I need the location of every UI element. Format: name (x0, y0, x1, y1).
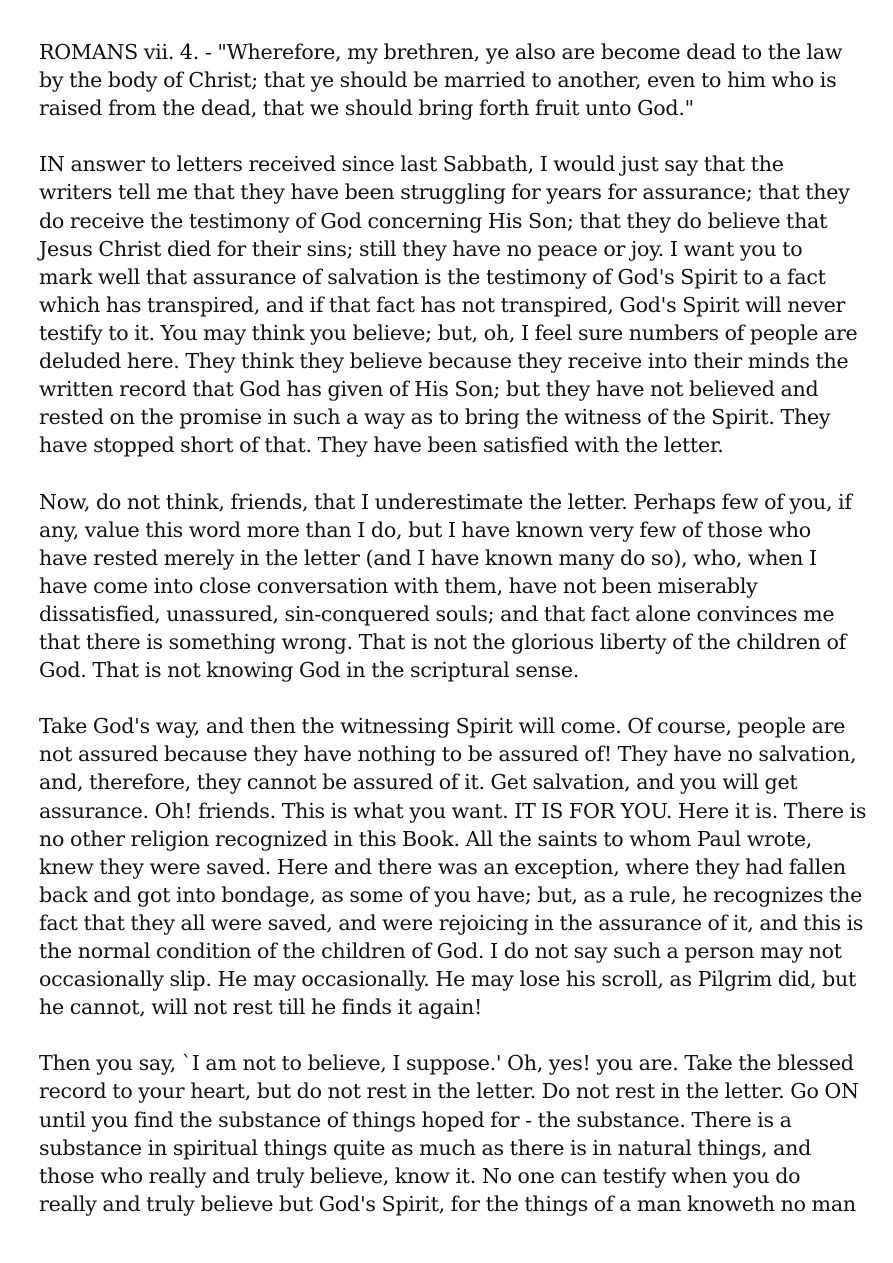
text-line: mark well that assurance of salvation is the testimony of God's Spirit to a fact (39, 264, 826, 289)
document-page (39, 38, 867, 1246)
text-line: do receive the testimony of God concerning His Son; that they do believe that (39, 208, 828, 233)
text-line: not assured because they have nothing to be assured of! They have no salvation, (39, 742, 857, 767)
paragraph-5 (39, 1049, 859, 1218)
text-line: raised from the dead, that we should bring forth fruit unto God." (39, 96, 694, 121)
paragraph-2 (39, 150, 859, 459)
text-line: the normal condition of the children of God. I do not say such a person may not (39, 939, 842, 963)
text-line: Jesus Christ died for their sins; still they have no peace or joy. I want you to (39, 236, 803, 261)
text-line: written record that God has given of His Son; but they have not believed and (39, 377, 819, 402)
text-line: really and truly believe but God's Spirit, for the things of a man knoweth no man (39, 1191, 856, 1216)
paragraph-4 (39, 712, 867, 1021)
text-line: and, therefore, they cannot be assured of it. Get salvation, and you will get (39, 770, 798, 795)
text-line: until you find the substance of things hoped for - the substance. There is a (39, 1107, 792, 1132)
text-line: back and got into bondage, as some of you have; but, as a rule, he recognizes the (39, 882, 863, 907)
text-line: writers tell me that they have been struggling for years for assurance; that they (39, 180, 850, 205)
text-line: IN answer to letters received since last Sabbath, I would just say that the (39, 152, 784, 177)
text-line: rested on the promise in such a way as to bring the witness of the Spirit. They (39, 405, 831, 430)
text-line: record to your heart, but do not rest in the letter. Do not rest in the letter. Go ON (39, 1079, 859, 1104)
text-line: God. That is not knowing God in the scriptural sense. (39, 658, 580, 683)
text-line: occasionally slip. He may occasionally. He may lose his scroll, as Pilgrim did, but (39, 967, 857, 992)
text-line: any, value this word more than I do, but I have known very few of those who (39, 517, 811, 542)
text-line: deluded here. They think they believe because they receive into their minds the (39, 349, 849, 374)
text-line: Take God's way, and then the witnessing Spirit will come. Of course, people are (39, 714, 846, 739)
text-line: that there is something wrong. That is not the glorious liberty of the children of (39, 629, 846, 654)
paragraph-3 (39, 488, 859, 685)
text-line: substance in spiritual things quite as much as there is in natural things, and (39, 1135, 812, 1160)
text-line: Now, do not think, friends, that I underestimate the letter. Perhaps few of you, if (39, 489, 852, 514)
text-line: assurance. Oh! friends. This is what you want. IT IS FOR YOU. Here it is. There is (39, 798, 867, 823)
text-line: fact that they all were saved, and were rejoicing in the assurance of it, and this is (39, 910, 864, 935)
text-line: testify to it. You may think you believe; but, oh, I feel sure numbers of people are (39, 320, 858, 345)
text-line: dissatisfied, unassured, sin-conquered souls; and that fact alone convinces me (39, 601, 835, 626)
text-line: Then you say, `I am not to believe, I suppose.' Oh, yes! you are. Take the blessed (39, 1051, 854, 1076)
text-line: ROMANS vii. 4. - "Wherefore, my brethren, ye also are become dead to the law (39, 40, 843, 64)
text-line: knew they were saved. Here and there was an exception, where they had fallen (39, 854, 846, 879)
text-line: have stopped short of that. They have been satisfied with the letter. (39, 433, 724, 458)
text-line: by the body of Christ; that ye should be married to another, even to him who is (39, 68, 837, 93)
paragraph-1 (39, 38, 859, 122)
text-line: which has transpired, and if that fact has not transpired, God's Spirit will never (39, 292, 846, 317)
text-line: no other religion recognized in this Book. All the saints to whom Paul wrote, (39, 826, 813, 851)
text-line: have come into close conversation with them, have not been miserably (39, 573, 758, 598)
text-line: have rested merely in the letter (and I have known many do so), who, when I (39, 545, 817, 570)
text-line: those who really and truly believe, know it. No one can testify when you do (39, 1163, 801, 1188)
text-line: he cannot, will not rest till he finds it again! (39, 995, 483, 1020)
